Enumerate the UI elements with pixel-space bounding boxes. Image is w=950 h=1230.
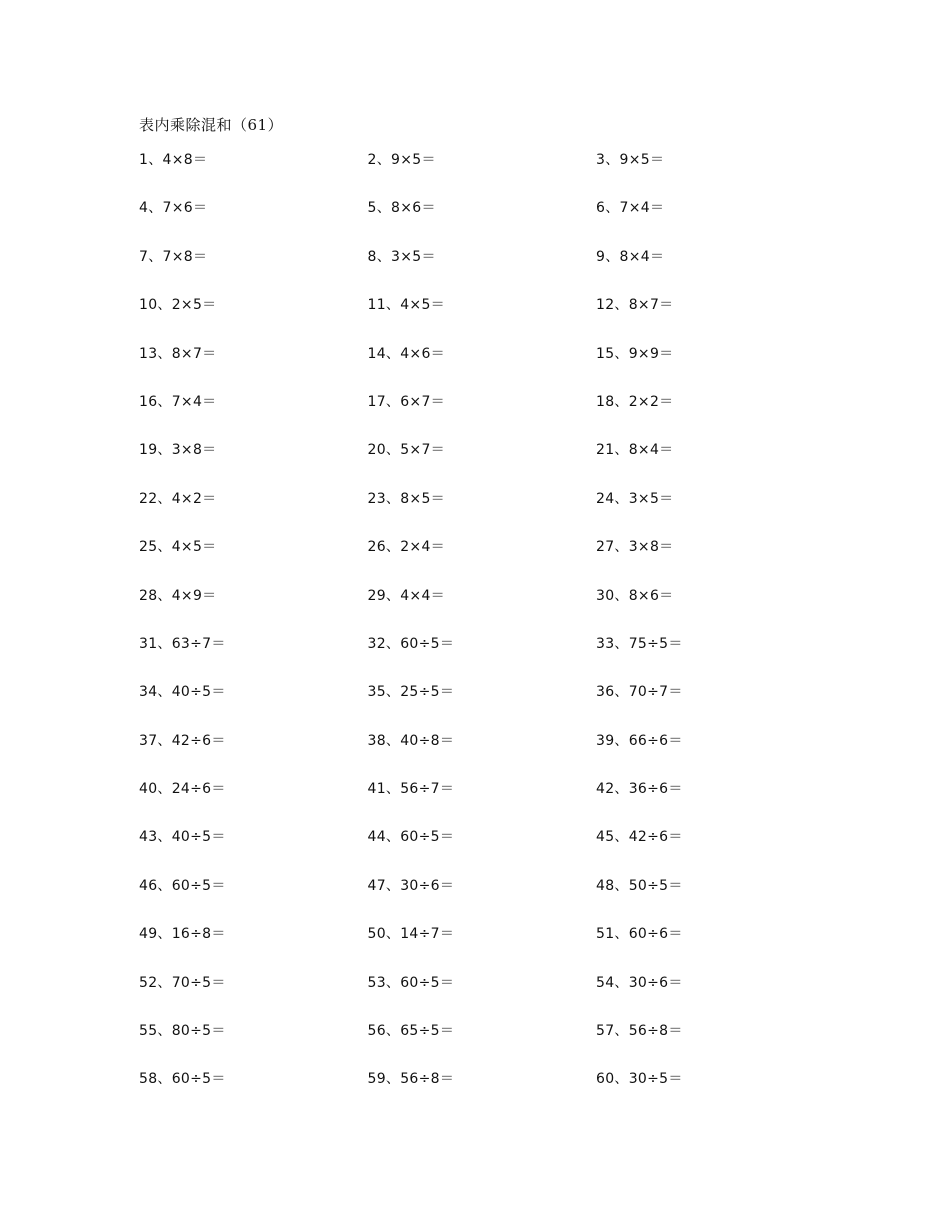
problem-item: 36、70÷7＝ [596,684,683,701]
problem-item: 23、8×5＝ [367,490,445,507]
problem-item: 35、25÷5＝ [367,684,455,701]
problem-item: 29、4×4＝ [367,587,445,604]
problem-item: 38、40÷8＝ [367,732,455,749]
problem-item: 12、8×7＝ [596,297,674,314]
problem-item: 17、6×7＝ [367,393,445,410]
problem-item: 22、4×2＝ [139,490,217,507]
problem-item: 45、42÷6＝ [596,829,683,846]
problem-item: 9、8×4＝ [596,248,665,265]
problem-item: 39、66÷6＝ [596,732,683,749]
problem-item: 6、7×4＝ [596,200,665,217]
problem-item: 14、4×6＝ [367,345,445,362]
problem-item: 7、7×8＝ [139,248,208,265]
problem-item: 21、8×4＝ [596,442,674,459]
problem-item: 42、36÷6＝ [596,781,683,798]
problem-item: 1、4×8＝ [139,152,208,168]
problem-item: 28、4×9＝ [139,587,217,604]
problem-item: 58、60÷5＝ [139,1071,226,1088]
problem-item: 44、60÷5＝ [367,829,455,846]
problem-item: 10、2×5＝ [139,297,217,314]
problem-grid [139,151,839,1119]
problem-item: 41、56÷7＝ [367,781,455,798]
problem-item: 16、7×4＝ [139,393,217,410]
problem-item: 2、9×5＝ [367,152,436,168]
problem-item: 32、60÷5＝ [367,635,455,652]
problem-item: 50、14÷7＝ [367,926,455,943]
problem-item: 11、4×5＝ [367,297,445,314]
problem-item: 20、5×7＝ [367,442,445,459]
problem-item: 19、3×8＝ [139,442,217,459]
problem-item: 8、3×5＝ [367,248,436,265]
problem-item: 59、56÷8＝ [367,1071,455,1088]
problem-item: 55、80÷5＝ [139,1023,226,1040]
problem-item: 31、63÷7＝ [139,635,226,652]
problem-item: 3、9×5＝ [596,152,665,168]
problem-item: 54、30÷6＝ [596,974,683,991]
problem-item: 60、30÷5＝ [596,1071,683,1088]
problem-item: 46、60÷5＝ [139,877,226,894]
problem-item: 27、3×8＝ [596,539,674,556]
problem-item: 43、40÷5＝ [139,829,226,846]
problem-item: 24、3×5＝ [596,490,674,507]
problem-item: 18、2×2＝ [596,393,674,410]
problem-item: 25、4×5＝ [139,539,217,556]
problem-item: 33、75÷5＝ [596,635,683,652]
problem-item: 40、24÷6＝ [139,781,226,798]
problem-item: 56、65÷5＝ [367,1023,455,1040]
problem-item: 52、70÷5＝ [139,974,226,991]
problem-item: 15、9×9＝ [596,345,674,362]
problem-item: 48、50÷5＝ [596,877,683,894]
problem-item: 13、8×7＝ [139,345,217,362]
problem-item: 57、56÷8＝ [596,1023,683,1040]
problem-item: 37、42÷6＝ [139,732,226,749]
problem-item: 30、8×6＝ [596,587,674,604]
problem-item: 26、2×4＝ [367,539,445,556]
problem-item: 47、30÷6＝ [367,877,455,894]
problem-item: 5、8×6＝ [367,200,436,217]
worksheet-title: 表内乘除混和（61） [139,116,284,134]
problem-item: 53、60÷5＝ [367,974,455,991]
problem-item: 49、16÷8＝ [139,926,226,943]
problem-item: 34、40÷5＝ [139,684,226,701]
problem-item: 4、7×6＝ [139,200,208,217]
problem-item: 51、60÷6＝ [596,926,683,943]
